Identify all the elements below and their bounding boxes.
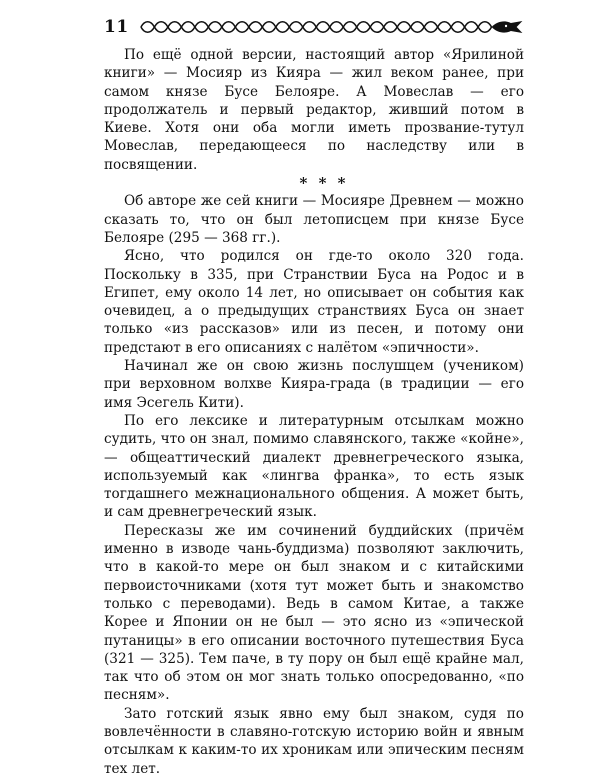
paragraph: По его лексике и литературным отсылкам можно судить, что он знал, помимо славянского, также «койне», — общеаттический диалект древнегреческого языка, используемый как «лингва франка», то есть язык тогдашнего межнационального общения. А может быть, и сам древнегреческий язык. xyxy=(104,412,524,521)
paragraph: По ещё одной версии, настоящий автор «Ярилиной книги» — Мосияр из Кияра — жил веком ранее, при самом князе Бусе Белояре. А Мовеслав — его продолжатель и первый редактор, живший потом в Киеве. Хотя они оба могли иметь прозвание-тутул Мовеслав, передающееся по наследству или в посвящении. xyxy=(104,47,524,173)
section-separator: * * * xyxy=(299,174,349,193)
braided-rope-ornament-icon xyxy=(139,17,524,37)
main-text xyxy=(104,46,524,778)
paragraph: Об авторе же сей книги — Мосияре Древнем — можно сказать то, что он был летописцем при князе Бусе Белояре (295 — 368 гг.). xyxy=(104,193,524,246)
page-number: 11 xyxy=(104,17,129,37)
paragraph: Зато готский язык явно ему был знаком, судя по вовлечённости в славяно-готскую историю войн и явным отсылкам к каким-то их хроникам или эпическим песням тех лет. xyxy=(104,705,524,777)
paragraph: Пересказы же им сочинений буддийских (причём именно в изводе чань-буддизма) позволяют заключить, что в какой-то мере он был знаком и с китайскими первоисточниками (хотя тут может быть и знакомство только с переводами). Ведь в самом Китае, а также Корее и Японии он не был — это ясно из «эпической путаницы» в его описании восточного путешествия Буса (321 — 325). Тем паче, в ту пору он был ещё крайне мал, так что об этом он мог знать только опосредованно, «по песням». xyxy=(104,522,524,704)
page-header xyxy=(104,14,524,40)
paragraph: Ясно, что родился он где-то около 320 года. Поскольку в 335, при Странствии Буса на Родос и в Египет, ему около 14 лет, но описывает он события как очевидец, а о предыдущих странствиях Буса он знает только «из рассказов» или из песен, и потому они предстают в его описаниях с налётом «эпичности». xyxy=(104,248,524,356)
paragraph: Начинал же он свою жизнь послушцем (учеником) при верховном волхве Кияра-града (в традиции — его имя Эсегель Кити). xyxy=(104,358,524,411)
